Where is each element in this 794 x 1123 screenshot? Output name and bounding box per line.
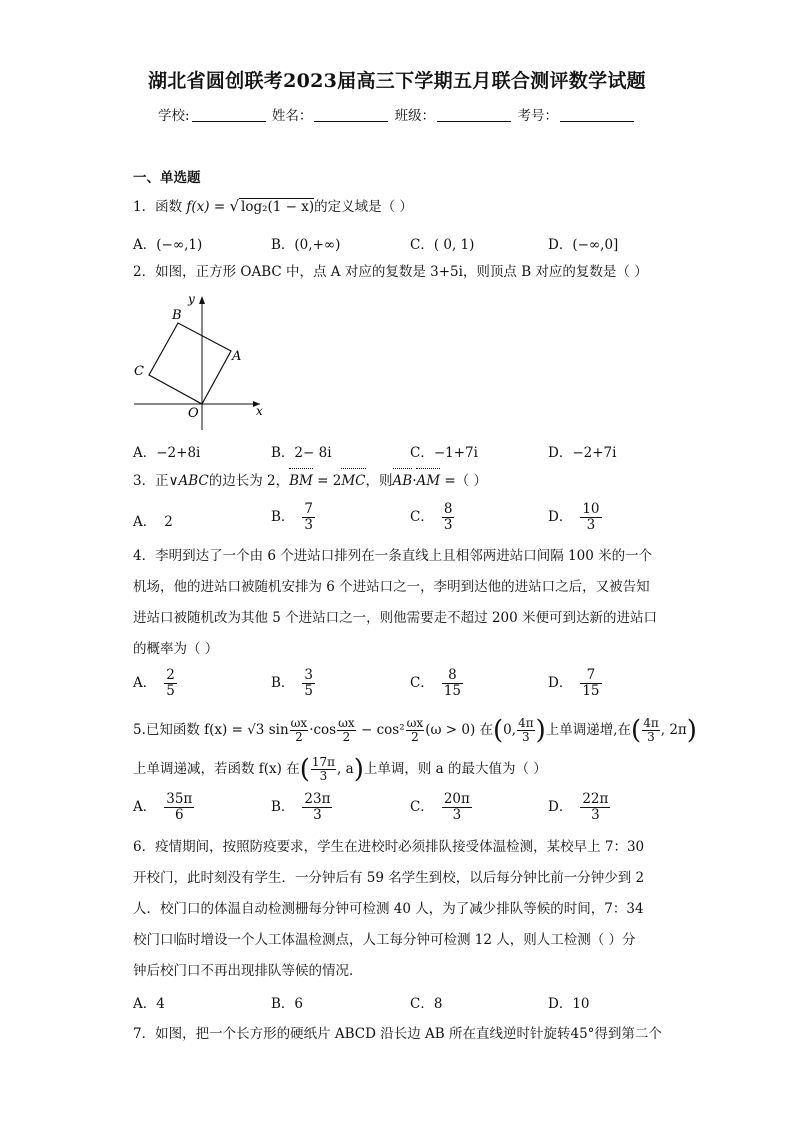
question-6: 6．疫情期间，按照防疫要求，学生在进校时必须排队接受体温检测，某校早上 7：30 开校门，此时刻没有学生．一分钟后有 59 名学生到校，以后每分钟比前一分钟少到 2 人．校门口的体温自动检测栅每分钟可检测 40 人，为了减少排队等候的时间，7：34 校门口临时增设一个人工体温检测点，人工每分钟可检测 12 人，则人工检测（ ）分 钟后校门口不再出现排队等候的情况．	[133, 839, 645, 979]
label-o: O	[188, 406, 199, 421]
option-d[interactable]: D．−2+7i	[548, 445, 617, 461]
option-a[interactable]: A．4	[133, 996, 165, 1012]
option-d[interactable]: D． $\frac{22\pi}{3}$	[548, 791, 609, 823]
option-a[interactable]: A． 2	[133, 514, 173, 530]
question-1: 1．函数 f(x) = √ log₂(1 − x)的定义域是（ ）	[133, 197, 413, 215]
class-label: 班级：	[394, 108, 436, 124]
option-a[interactable]: A．(−∞,1)	[133, 237, 203, 253]
square-oabc	[149, 323, 231, 404]
option-d[interactable]: D． $\frac{7}{15}$	[548, 667, 600, 699]
class-blank[interactable]	[437, 109, 511, 122]
option-c[interactable]: C． $\frac{8}{3}$	[410, 501, 453, 533]
option-b[interactable]: B．(0,+∞)	[271, 237, 341, 253]
question-3: 3．正∨ABC的边长为 2，BM = 2MC，则AB·AM =（ ）	[133, 467, 663, 496]
label-a: A	[232, 349, 242, 364]
option-a[interactable]: A．−2+8i	[133, 445, 201, 461]
option-a[interactable]: A． $\frac{35\pi}{6}$	[133, 791, 193, 823]
option-c[interactable]: C．8	[410, 996, 443, 1012]
label-b: B	[172, 308, 182, 323]
exam-title: 湖北省圆创联考2023届高三下学期五月联合测评数学试题	[148, 70, 646, 92]
number-label: 考号：	[517, 108, 558, 124]
option-c[interactable]: C． $\frac{8}{15}$	[410, 667, 462, 699]
question-3-options	[133, 502, 673, 538]
option-b[interactable]: B． $\frac{7}{3}$	[271, 501, 314, 533]
option-b[interactable]: B．6	[271, 996, 304, 1012]
student-info-line	[0, 104, 794, 124]
school-blank[interactable]	[192, 109, 266, 122]
section-heading: 一、单选题	[133, 170, 201, 186]
option-b[interactable]: B． $\frac{3}{5}$	[271, 667, 314, 699]
option-c[interactable]: C．−1+7i	[410, 445, 478, 461]
number-blank[interactable]	[560, 109, 634, 122]
question-2: 2．如图，正方形 OABC 中，点 A 对应的复数是 3+5i，则顶点 B 对应的复数是（ ）	[133, 264, 648, 280]
option-c[interactable]: C． $\frac{20\pi}{3}$	[410, 791, 470, 823]
label-x: x	[256, 404, 263, 418]
option-d[interactable]: D． $\frac{10}{3}$	[548, 501, 600, 533]
label-c: C	[134, 364, 144, 379]
option-c[interactable]: C．( 0, 1)	[410, 237, 475, 253]
school-label: 学校:	[158, 108, 190, 124]
label-y: y	[188, 292, 195, 306]
question-5-options	[133, 792, 673, 828]
option-d[interactable]: D．(−∞,0]	[548, 237, 619, 253]
name-blank[interactable]	[314, 109, 388, 122]
option-b[interactable]: B．2− 8i	[271, 445, 332, 461]
option-a[interactable]: A． $\frac{2}{5}$	[133, 667, 175, 699]
question-7: 7．如图，把一个长方形的硬纸片 ABCD 沿长边 AB 所在直线逆时针旋转45°得到第二个	[133, 1026, 662, 1042]
y-axis-arrow	[199, 296, 205, 304]
question-4: 4．李明到达了一个由 6 个进站口排列在一条直线上且相邻两进站口间隔 100 米的一个 机场，他的进站口被随机安排为 6 个进站口之一，李明到达他的进站口之后，又被告知 进站口被随机改为其他 5 个进站口之一，则他需要走不超过 200 米便可到达新的进站口 的概率为（ ）	[133, 548, 658, 657]
question-4-options	[133, 668, 673, 704]
question-6-options	[133, 992, 673, 1022]
square-figure	[130, 290, 270, 430]
option-b[interactable]: B． $\frac{23\pi}{3}$	[271, 791, 331, 823]
option-d[interactable]: D．10	[548, 996, 590, 1012]
name-label: 姓名：	[271, 108, 313, 124]
question-5: 5.已知函数 f(x) = √3 sin $\frac{\omega x}{2}$ ·cos $\frac{\omega x}{2}$ − cos² $\frac{\omega x}{2}$ (ω > 0) 在(0, $\frac{4\pi}{3}$ )上单调递增,在( $\frac{4\pi}{3}$ , 2π) 上单调递减，若函数 f(x) 在( $\frac{17\pi}{3}$ , a)上单调，则 a 的最大值为（ ）	[133, 715, 697, 784]
